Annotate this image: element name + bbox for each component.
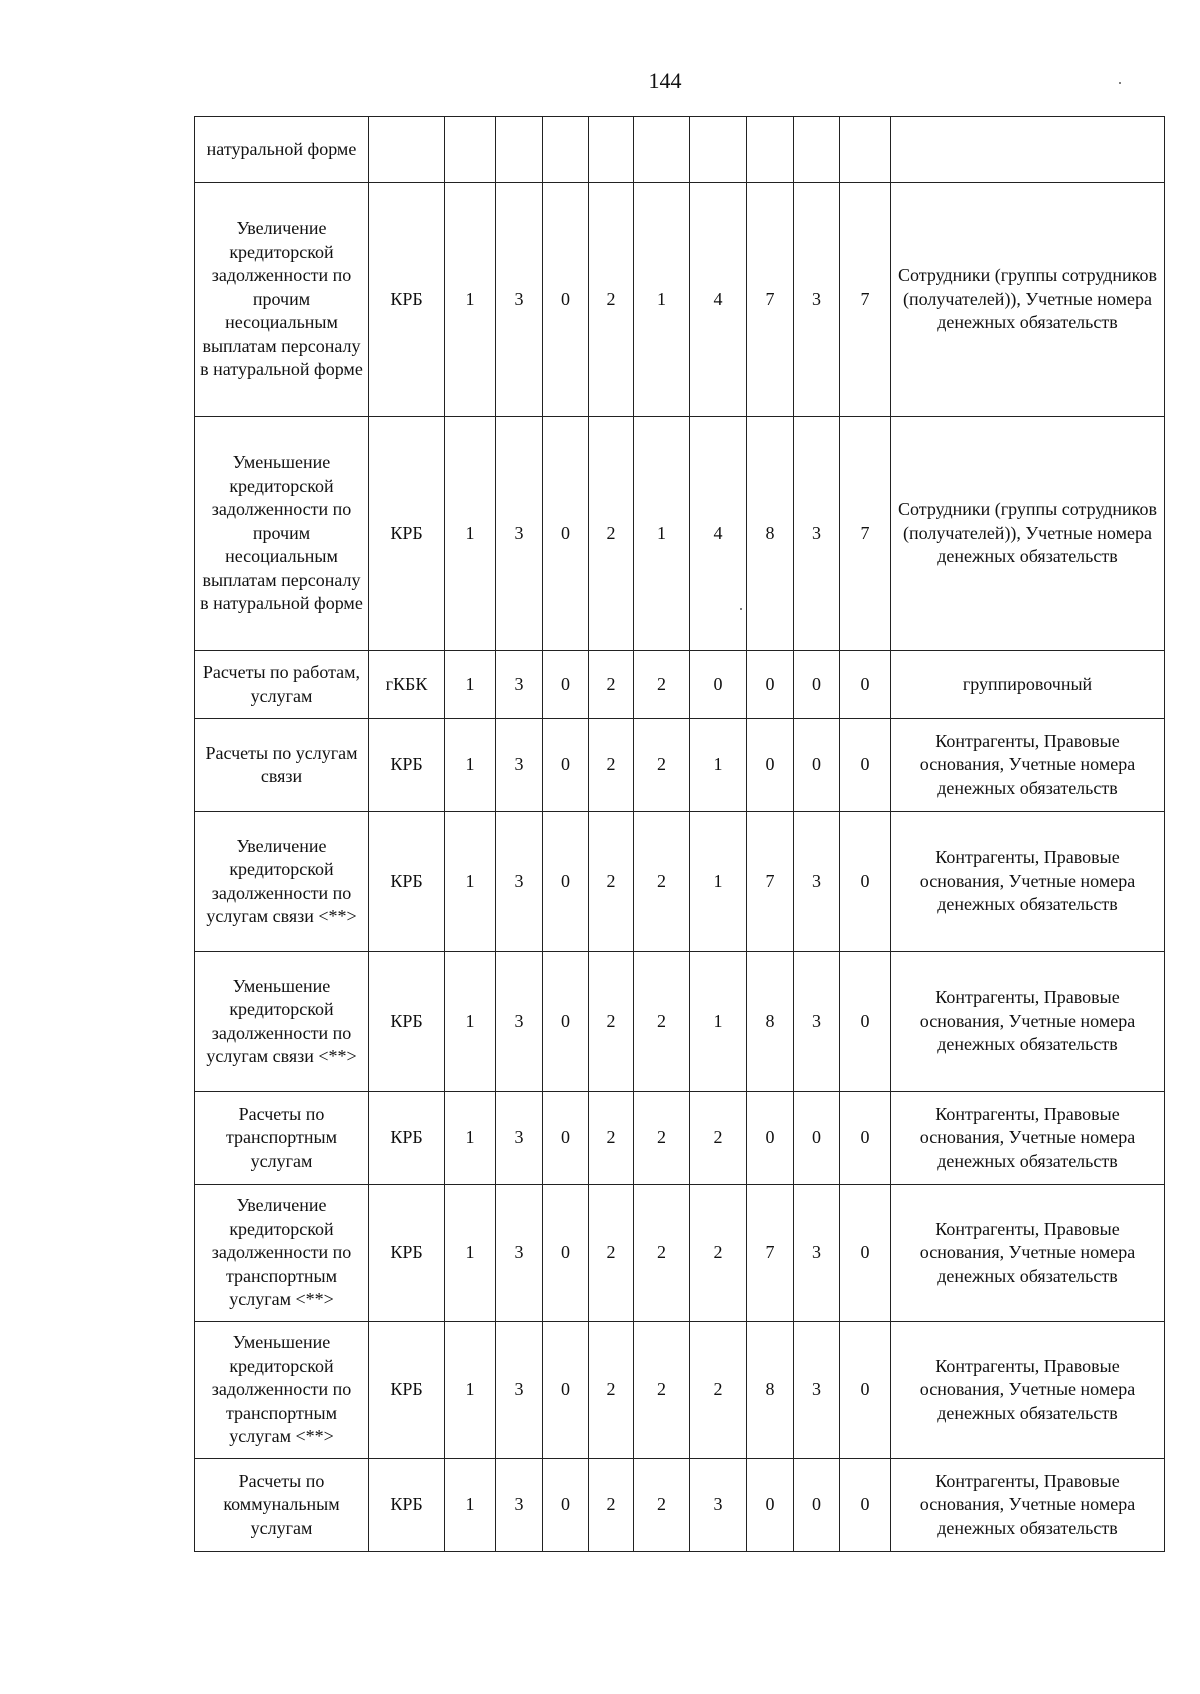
account-digit-cell: 2 <box>589 812 634 952</box>
account-type-cell: КРБ <box>369 1322 445 1459</box>
account-digit-cell: 0 <box>840 812 891 952</box>
account-digit-cell: 0 <box>794 719 840 812</box>
account-digit-cell <box>794 117 840 183</box>
account-type-cell: КРБ <box>369 1092 445 1185</box>
account-digit-cell: 0 <box>747 1092 794 1185</box>
account-digit-cell: 2 <box>634 1459 690 1552</box>
account-digit-cell: 0 <box>794 651 840 719</box>
table-row <box>195 1322 1165 1459</box>
account-digit-cell: 7 <box>747 812 794 952</box>
account-digit-cell: 2 <box>589 1322 634 1459</box>
account-digit-cell: 0 <box>840 952 891 1092</box>
account-digit-cell: 2 <box>589 719 634 812</box>
account-name-cell: натуральной форме <box>195 117 369 183</box>
account-digit-cell <box>690 117 747 183</box>
analytics-cell: Контрагенты, Правовые основания, Учетные номера денежных обязательств <box>891 952 1165 1092</box>
account-name-cell: Уменьшение кредиторской задолженности по транспортным услугам <**> <box>195 1322 369 1459</box>
account-digit-cell: 0 <box>543 1459 589 1552</box>
account-digit-cell: 2 <box>589 1185 634 1322</box>
analytics-cell: Сотрудники (группы сотрудников (получателей)), Учетные номера денежных обязательств <box>891 183 1165 417</box>
account-digit-cell: 2 <box>634 1092 690 1185</box>
account-digit-cell: 4 <box>690 417 747 651</box>
account-digit-cell: 0 <box>840 1322 891 1459</box>
account-digit-cell: 1 <box>445 1322 496 1459</box>
account-digit-cell: 2 <box>634 812 690 952</box>
account-digit-cell: 1 <box>634 183 690 417</box>
account-digit-cell: 0 <box>543 719 589 812</box>
account-digit-cell: 3 <box>496 417 543 651</box>
account-digit-cell: 1 <box>445 651 496 719</box>
account-type-cell: КРБ <box>369 1459 445 1552</box>
account-name-cell: Увеличение кредиторской задолженности по прочим несоциальным выплатам персоналу в натуральной форме <box>195 183 369 417</box>
account-digit-cell: 0 <box>543 952 589 1092</box>
account-digit-cell: 2 <box>634 952 690 1092</box>
table-row <box>195 651 1165 719</box>
account-digit-cell: 0 <box>543 1092 589 1185</box>
analytics-cell: группировочный <box>891 651 1165 719</box>
account-type-cell: гКБК <box>369 651 445 719</box>
account-digit-cell: 1 <box>690 719 747 812</box>
account-type-cell: КРБ <box>369 417 445 651</box>
account-digit-cell: 1 <box>690 812 747 952</box>
account-digit-cell: 1 <box>445 1459 496 1552</box>
accounts-table <box>194 116 1165 1552</box>
account-digit-cell: 0 <box>543 651 589 719</box>
account-name-cell: Расчеты по работам, услугам <box>195 651 369 719</box>
account-digit-cell <box>543 117 589 183</box>
account-type-cell: КРБ <box>369 1185 445 1322</box>
account-digit-cell: 2 <box>589 651 634 719</box>
account-digit-cell: 0 <box>840 1185 891 1322</box>
accounts-table-body <box>195 117 1165 1552</box>
analytics-cell: Контрагенты, Правовые основания, Учетные номера денежных обязательств <box>891 1322 1165 1459</box>
account-digit-cell: 0 <box>840 1092 891 1185</box>
account-digit-cell: 1 <box>634 417 690 651</box>
account-digit-cell: 7 <box>840 417 891 651</box>
account-digit-cell: 1 <box>445 1092 496 1185</box>
account-digit-cell: 3 <box>496 952 543 1092</box>
account-name-cell: Расчеты по коммунальным услугам <box>195 1459 369 1552</box>
account-digit-cell: 2 <box>634 719 690 812</box>
account-digit-cell <box>840 117 891 183</box>
account-digit-cell: 0 <box>794 1092 840 1185</box>
account-digit-cell: 0 <box>543 1322 589 1459</box>
account-digit-cell: 2 <box>690 1092 747 1185</box>
account-digit-cell: 3 <box>794 183 840 417</box>
account-digit-cell: 1 <box>445 1185 496 1322</box>
account-digit-cell: 3 <box>496 812 543 952</box>
account-digit-cell: 7 <box>747 1185 794 1322</box>
analytics-cell: Контрагенты, Правовые основания, Учетные номера денежных обязательств <box>891 1185 1165 1322</box>
account-digit-cell: 0 <box>543 1185 589 1322</box>
account-digit-cell: 3 <box>794 812 840 952</box>
account-digit-cell: 3 <box>496 1459 543 1552</box>
account-digit-cell: 8 <box>747 417 794 651</box>
account-digit-cell: 3 <box>496 719 543 812</box>
account-digit-cell <box>634 117 690 183</box>
account-digit-cell: 0 <box>690 651 747 719</box>
account-digit-cell: 0 <box>840 651 891 719</box>
account-digit-cell: 2 <box>589 1092 634 1185</box>
account-digit-cell: 0 <box>747 651 794 719</box>
account-digit-cell: 3 <box>794 1185 840 1322</box>
account-digit-cell <box>496 117 543 183</box>
account-digit-cell: 3 <box>496 1185 543 1322</box>
table-row <box>195 1185 1165 1322</box>
account-type-cell: КРБ <box>369 952 445 1092</box>
analytics-cell: Контрагенты, Правовые основания, Учетные номера денежных обязательств <box>891 719 1165 812</box>
account-digit-cell: 0 <box>543 183 589 417</box>
account-digit-cell: 2 <box>634 1185 690 1322</box>
account-digit-cell: 0 <box>543 417 589 651</box>
account-digit-cell: 8 <box>747 952 794 1092</box>
account-digit-cell: 0 <box>747 719 794 812</box>
account-digit-cell: 7 <box>840 183 891 417</box>
table-row <box>195 417 1165 651</box>
account-digit-cell: 0 <box>543 812 589 952</box>
account-digit-cell: 3 <box>690 1459 747 1552</box>
account-digit-cell <box>589 117 634 183</box>
account-digit-cell: 0 <box>840 719 891 812</box>
account-digit-cell: 1 <box>445 812 496 952</box>
account-digit-cell: 1 <box>445 183 496 417</box>
account-digit-cell: 1 <box>445 417 496 651</box>
account-digit-cell: 2 <box>589 417 634 651</box>
account-digit-cell: 1 <box>445 952 496 1092</box>
account-digit-cell: 2 <box>634 651 690 719</box>
table-row <box>195 117 1165 183</box>
account-name-cell: Расчеты по услугам связи <box>195 719 369 812</box>
page-number: 144 <box>648 68 682 93</box>
account-digit-cell: 2 <box>589 183 634 417</box>
account-digit-cell: 3 <box>496 1092 543 1185</box>
table-row <box>195 1459 1165 1552</box>
account-name-cell: Увеличение кредиторской задолженности по услугам связи <**> <box>195 812 369 952</box>
account-digit-cell: 1 <box>690 952 747 1092</box>
account-name-cell: Расчеты по транспортным услугам <box>195 1092 369 1185</box>
table-row <box>195 812 1165 952</box>
account-name-cell: Уменьшение кредиторской задолженности по прочим несоциальным выплатам персоналу в натуральной форме <box>195 417 369 651</box>
account-digit-cell: 3 <box>794 1322 840 1459</box>
account-digit-cell: 3 <box>496 1322 543 1459</box>
account-digit-cell <box>445 117 496 183</box>
analytics-cell: Контрагенты, Правовые основания, Учетные номера денежных обязательств <box>891 1459 1165 1552</box>
account-digit-cell: 2 <box>634 1322 690 1459</box>
account-digit-cell: 2 <box>690 1322 747 1459</box>
account-digit-cell: 3 <box>496 651 543 719</box>
account-digit-cell: 4 <box>690 183 747 417</box>
account-digit-cell: 2 <box>690 1185 747 1322</box>
account-digit-cell: 7 <box>747 183 794 417</box>
table-row <box>195 1092 1165 1185</box>
account-digit-cell: 0 <box>840 1459 891 1552</box>
table-row <box>195 719 1165 812</box>
account-name-cell: Уменьшение кредиторской задолженности по услугам связи <**> <box>195 952 369 1092</box>
account-digit-cell: 3 <box>794 952 840 1092</box>
account-digit-cell: 0 <box>794 1459 840 1552</box>
analytics-cell: Сотрудники (группы сотрудников (получателей)), Учетные номера денежных обязательств <box>891 417 1165 651</box>
account-digit-cell: 2 <box>589 1459 634 1552</box>
account-digit-cell: 1 <box>445 719 496 812</box>
analytics-cell: Контрагенты, Правовые основания, Учетные номера денежных обязательств <box>891 1092 1165 1185</box>
account-name-cell: Увеличение кредиторской задолженности по транспортным услугам <**> <box>195 1185 369 1322</box>
table-row <box>195 952 1165 1092</box>
account-type-cell: КРБ <box>369 812 445 952</box>
account-digit-cell: 2 <box>589 952 634 1092</box>
analytics-cell <box>891 117 1165 183</box>
account-digit-cell: 3 <box>496 183 543 417</box>
analytics-cell: Контрагенты, Правовые основания, Учетные номера денежных обязательств <box>891 812 1165 952</box>
account-digit-cell: 0 <box>747 1459 794 1552</box>
table-row <box>195 183 1165 417</box>
account-type-cell: КРБ <box>369 183 445 417</box>
account-digit-cell: 3 <box>794 417 840 651</box>
account-type-cell <box>369 117 445 183</box>
account-type-cell: КРБ <box>369 719 445 812</box>
account-digit-cell <box>747 117 794 183</box>
scan-speck <box>1119 82 1121 84</box>
account-digit-cell: 8 <box>747 1322 794 1459</box>
